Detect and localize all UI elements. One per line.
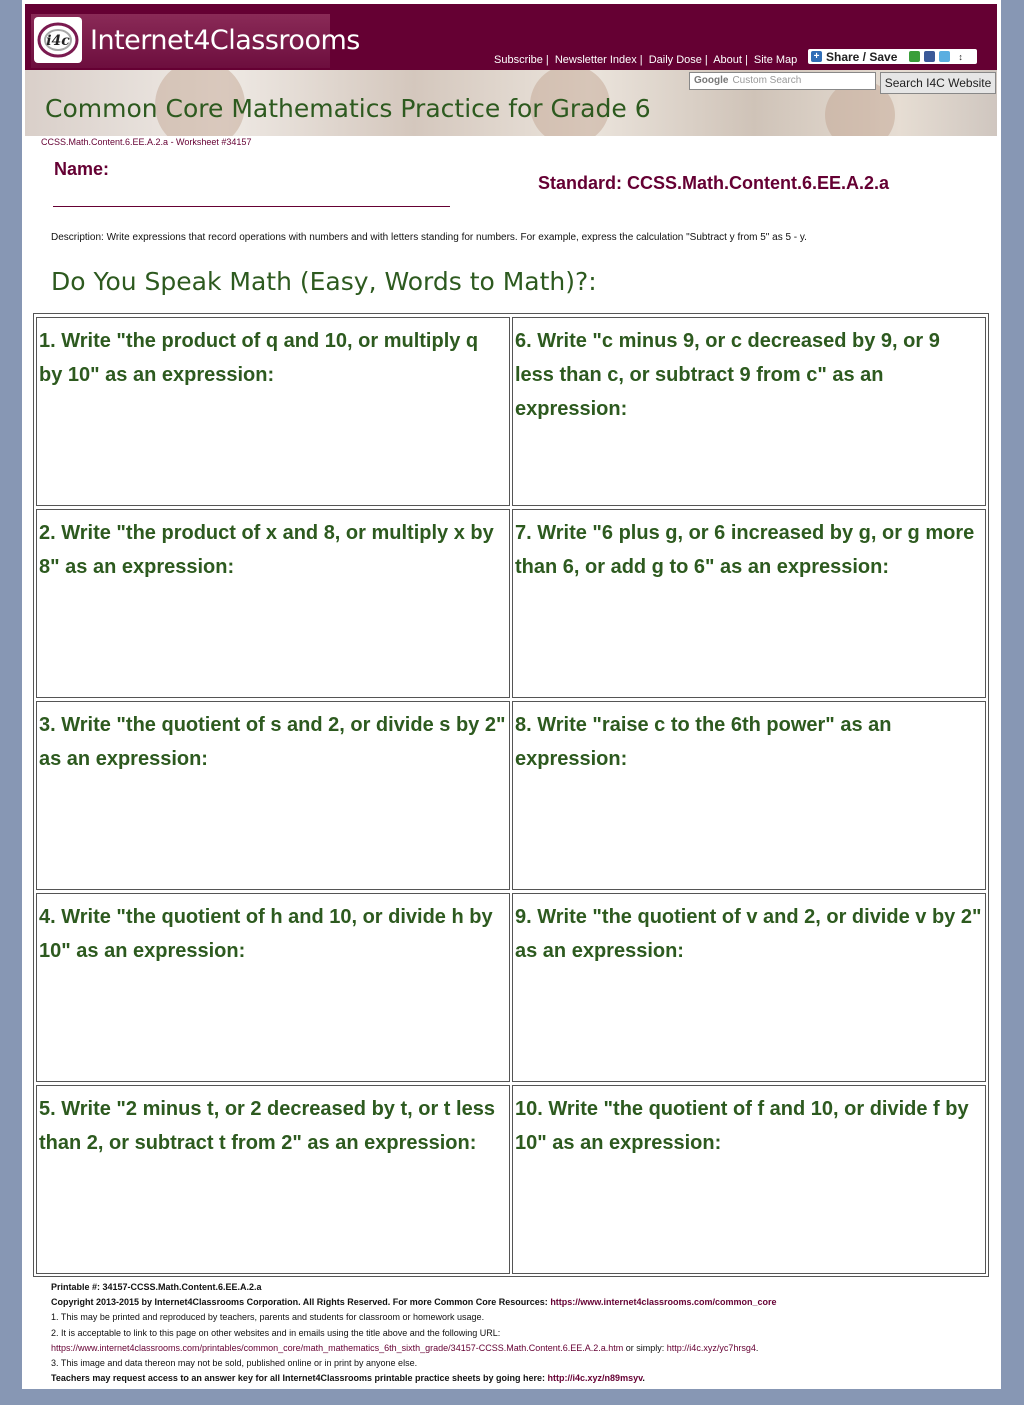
share-plus-icon: +	[811, 51, 822, 62]
worksheet-id: CCSS.Math.Content.6.EE.A.2.a - Worksheet #34157	[41, 137, 252, 147]
question-cell	[36, 317, 510, 506]
copyright-line	[51, 1295, 981, 1310]
printable-number: Printable #: 34157-CCSS.Math.Content.6.EE.A.2.a	[51, 1282, 262, 1292]
share-chevron-icon: ↕	[958, 51, 963, 62]
note-2-urls: https://www.internet4classrooms.com/printables/common_core/math_mathematics_6th_sixth_grade/34157-CCSS.Math.Content.6.EE.A.2.a.htm or simply: http://i4c.xyz/yc7hrsg4.	[51, 1342, 759, 1353]
nav-about[interactable]: About	[713, 54, 742, 66]
copyright-text: Copyright 2013-2015 by Internet4Classrooms Corporation. All Rights Reserved. For more Common Core Resources:	[51, 1297, 548, 1308]
question-text: 10. Write "the quotient of f and 10, or divide f by 10" as an expression:	[515, 1098, 969, 1154]
question-cell	[512, 701, 986, 890]
answer-key-text: Teachers may request access to an answer key for all Internet4Classrooms printable practice sheets by going here:	[51, 1373, 546, 1384]
section-title: Do You Speak Math (Easy, Words to Math)?:	[51, 267, 597, 296]
question-text: 4. Write "the quotient of h and 10, or divide h by 10" as an expression:	[39, 906, 493, 962]
short-url-link[interactable]: http://i4c.xyz/yc7hrsg4	[666, 1342, 756, 1353]
logo-mark-text: i4c	[46, 33, 70, 49]
twitter-icon	[939, 51, 950, 62]
name-underline	[53, 206, 450, 207]
search-button[interactable]: Search I4C Website	[880, 72, 996, 94]
logo-text: Internet4Classrooms	[90, 25, 360, 56]
question-text: 1. Write "the product of q and 10, or multiply q by 10" as an expression:	[39, 330, 479, 386]
standard-label: Standard: CCSS.Math.Content.6.EE.A.2.a	[538, 173, 890, 193]
question-cell	[36, 893, 510, 1082]
facebook-icon	[924, 51, 935, 62]
page	[22, 0, 1001, 1389]
description: Description: Write expressions that record operations with numbers and with letters standing for numbers. For example, express the calculation "Subtract y from 5" as 5 - y.	[51, 232, 807, 243]
nav-subscribe[interactable]: Subscribe	[494, 54, 543, 66]
nav-site-map[interactable]: Site Map	[753, 54, 798, 66]
site-header	[25, 4, 997, 72]
nav-separator: |	[639, 54, 643, 66]
search-input[interactable]	[689, 72, 876, 90]
question-text: 7. Write "6 plus g, or 6 increased by g, or g more than 6, or add g to 6" as an expression:	[515, 522, 975, 578]
question-text: 8. Write "raise c to the 6th power" as an expression:	[515, 714, 892, 770]
question-text: 9. Write "the quotient of v and 2, or divide v by 2" as an expression:	[515, 906, 982, 962]
question-cell	[512, 509, 986, 698]
note-2: 2. It is acceptable to link to this page on other websites and in emails using the title above and the following URL:	[51, 1327, 501, 1338]
answer-key-link[interactable]: http://i4c.xyz/n89msyv	[547, 1373, 643, 1384]
question-cell	[512, 317, 986, 506]
i4c-logo-icon	[34, 17, 82, 63]
question-text: 3. Write "the quotient of s and 2, or divide s by 2" as an expression:	[39, 714, 506, 770]
question-cell	[36, 701, 510, 890]
share-label: Share / Save	[826, 49, 898, 64]
answer-key-line: Teachers may request access to an answer key for all Internet4Classrooms printable practice sheets by going here: http://i4c.xyz/n89msyv.	[51, 1373, 645, 1384]
site-logo[interactable]	[31, 14, 360, 68]
question-text: 6. Write "c minus 9, or c decreased by 9, or 9 less than c, or subtract 9 from c" as an expression:	[515, 330, 940, 420]
share-save-button[interactable]	[808, 49, 977, 64]
nav-daily-dose[interactable]: Daily Dose	[648, 54, 702, 66]
question-cell	[512, 1085, 986, 1274]
note-2-or: or simply:	[623, 1342, 667, 1353]
search-placeholder: Custom Search	[732, 75, 802, 86]
nav-separator: |	[744, 54, 748, 66]
question-text: 5. Write "2 minus t, or 2 decreased by t, or t less than 2, or subtract t from 2" as an expression:	[39, 1098, 495, 1154]
question-cell	[36, 509, 510, 698]
worksheet-url-link[interactable]: https://www.internet4classrooms.com/printables/common_core/math_mathematics_6th_sixth_grade/34157-CCSS.Math.Content.6.EE.A.2.a.htm	[51, 1342, 624, 1353]
note-1: 1. This may be printed and reproduced by teachers, parents and students for classroom or homework usage.	[51, 1312, 485, 1323]
nav-newsletter-index[interactable]: Newsletter Index	[554, 54, 637, 66]
nav-separator: |	[704, 54, 708, 66]
nav-separator: |	[545, 54, 549, 66]
share-email-icon	[909, 51, 920, 62]
question-cell	[512, 893, 986, 1082]
google-logo: Google	[694, 75, 729, 86]
page-title: Common Core Mathematics Practice for Grade 6	[45, 94, 651, 123]
question-text: 2. Write "the product of x and 8, or multiply x by 8" as an expression:	[39, 522, 494, 578]
top-nav	[494, 54, 797, 66]
name-label: Name:	[54, 159, 110, 179]
question-cell	[36, 1085, 510, 1274]
common-core-link[interactable]: https://www.internet4classrooms.com/common_core	[550, 1297, 777, 1308]
footer	[51, 1280, 981, 1386]
note-3: 3. This image and data thereon may not be sold, published online or in print by anyone else.	[51, 1358, 418, 1369]
